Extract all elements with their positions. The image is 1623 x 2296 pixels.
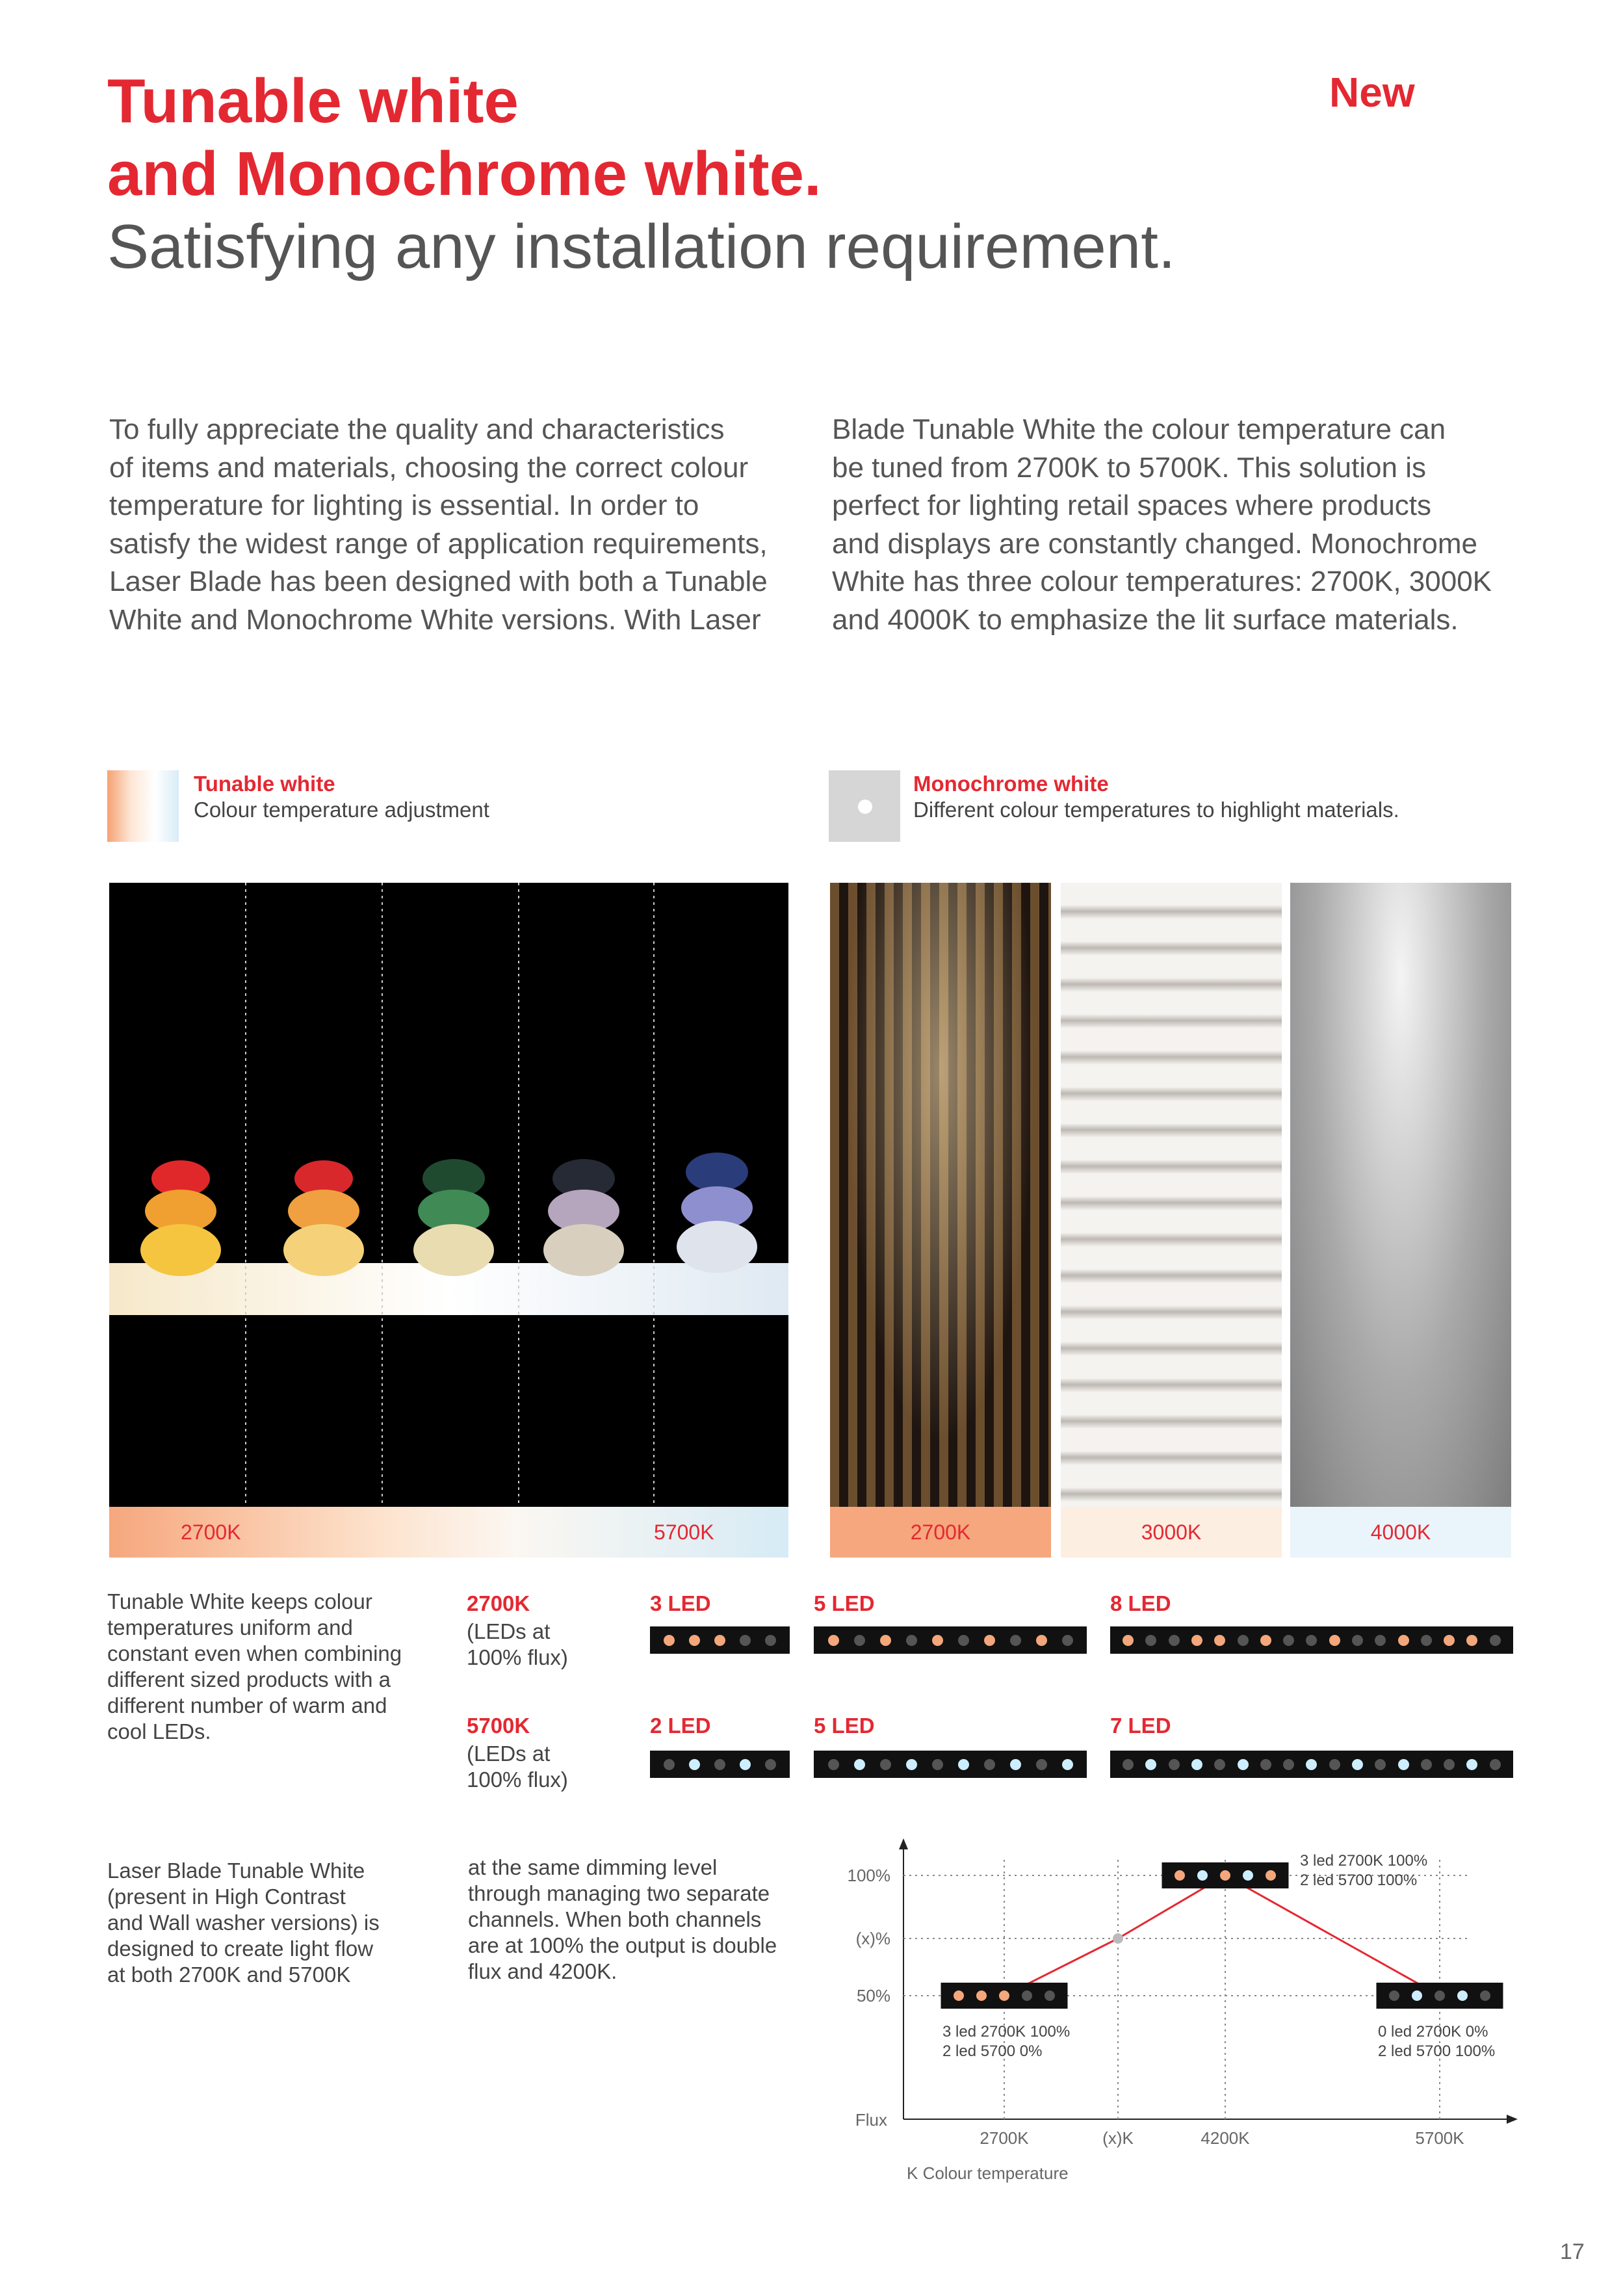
tunable-scale [109, 1507, 788, 1558]
mono-photo-wood [830, 883, 1051, 1507]
led-note: Tunable White keeps colour temperatures uniform and constant even when combining different sized products with a different number of warm and cool LEDs. [107, 1589, 402, 1743]
row1-label-8led: 8 LED [1110, 1591, 1171, 1615]
chart-annotation: 3 led 2700K 100% [1300, 1852, 1428, 1870]
y-tick-label: 50% [856, 1986, 890, 2005]
led-dot [1389, 1990, 1399, 2001]
row2-label-2led: 2 LED [650, 1714, 711, 1738]
led-dot [1045, 1990, 1055, 2001]
row1-sub: (LEDs at 100% flux) [467, 1619, 568, 1669]
bottom-left-text: Laser Blade Tunable White (present in High Contrast and Wall washer versions) is designed to create light flow at both 2700K and 5700K [107, 1859, 380, 1987]
led-dot [1435, 1990, 1445, 2001]
x-tick-label: 5700K [1415, 2128, 1464, 2148]
yarn-balls [140, 1153, 757, 1276]
ledbar-5700-5 [814, 1751, 1087, 1778]
led-dot [954, 1990, 964, 2001]
subtitle: Satisfying any installation requirement. [107, 212, 1176, 281]
ledbar-5700-7 [1110, 1751, 1513, 1778]
title-line-2: and Monochrome white. [107, 139, 822, 209]
ledbar-2700-3 [650, 1626, 790, 1654]
intermediate-point [1113, 1933, 1123, 1944]
x-tick-label: 2700K [980, 2128, 1029, 2148]
row2-label-5led: 5 LED [814, 1714, 875, 1738]
row2-sub: (LEDs at 100% flux) [467, 1742, 568, 1792]
led-dot [1197, 1870, 1208, 1881]
chart-annotation: 2 led 5700 0% [942, 2042, 1043, 2060]
row1-label-5led: 5 LED [814, 1591, 875, 1615]
ledbar-5700-2 [650, 1751, 790, 1778]
tunable-desc: Colour temperature adjustment [194, 798, 489, 822]
led-dot [1266, 1870, 1276, 1881]
y-axis-arrow [899, 1838, 908, 1849]
mono-scale-3000: 3000K [1061, 1507, 1282, 1558]
row1-label-3led: 3 LED [650, 1591, 711, 1615]
mono-title: Monochrome white [913, 772, 1109, 796]
tunable-gradient-icon [107, 770, 179, 842]
led-dot [1022, 1990, 1032, 2001]
bottom-mid-text: at the same dimming level through managing two separate channels. When both channels are at 100% the output is double flux and 4200K. [468, 1855, 777, 1983]
led-dot [1243, 1870, 1253, 1881]
x-tick-label: (x)K [1102, 2128, 1134, 2148]
monochrome-icon [829, 770, 900, 842]
led-dot [1412, 1990, 1422, 2001]
led-dot [976, 1990, 987, 2001]
ledbar-2700-8 [1110, 1626, 1513, 1654]
intro-left: To fully appreciate the quality and characteristics of items and materials, choosing the correct colour temperature for lighting is essential. In order to satisfy the widest range of application requirements, Laser Blade has been designed with both a Tunable White and Monochrome White versions. With Laser [109, 413, 768, 636]
flux-line [1004, 1875, 1440, 1996]
row2-label-7led: 7 LED [1110, 1714, 1171, 1738]
y-axis-label: Flux [855, 2110, 887, 2130]
chart-annotation: 0 led 2700K 0% [1378, 2023, 1488, 2041]
led-dot [1220, 1870, 1230, 1881]
y-tick-label: (x)% [855, 1929, 890, 1948]
led-dot [1457, 1990, 1468, 2001]
led-dot [1175, 1870, 1185, 1881]
chart-annotation: 2 led 5700 100% [1300, 1872, 1418, 1889]
ledbar-2700-5 [814, 1626, 1087, 1654]
page-number: 17 [1560, 2239, 1585, 2264]
mono-photo-concrete [1290, 883, 1511, 1507]
tunable-title: Tunable white [194, 772, 335, 796]
x-axis-label: K Colour temperature [907, 2163, 1069, 2183]
chart-annotation: 2 led 5700 100% [1378, 2042, 1496, 2060]
x-tick-label: 4200K [1201, 2128, 1250, 2148]
intro-right: Blade Tunable White the colour temperature can be tuned from 2700K to 5700K. This solution is perfect for lighting retail spaces where products and displays are constantly changed. Monochrome White has three colour temperatures: 2700K, 3000K and 4000K to emphasize the lit surface materials. [832, 413, 1492, 636]
row2-temp: 5700K [467, 1714, 530, 1738]
new-badge: New [1329, 69, 1415, 116]
scale-low: 2700K [181, 1520, 241, 1544]
x-axis-arrow [1507, 2115, 1518, 2124]
led-dot [1480, 1990, 1490, 2001]
chart-annotation: 3 led 2700K 100% [942, 2023, 1071, 2041]
y-tick-label: 100% [847, 1866, 890, 1885]
flux-chart [819, 1833, 1527, 2197]
mono-scale-4000: 4000K [1290, 1507, 1511, 1558]
mono-photo-waves [1061, 883, 1282, 1507]
title-line-1: Tunable white [107, 66, 519, 136]
row1-temp: 2700K [467, 1591, 530, 1615]
scale-high: 5700K [654, 1520, 714, 1544]
tunable-photo [109, 883, 788, 1507]
led-dot [999, 1990, 1009, 2001]
mono-desc: Different colour temperatures to highlight materials. [913, 798, 1399, 822]
mono-scale-2700: 2700K [830, 1507, 1051, 1558]
